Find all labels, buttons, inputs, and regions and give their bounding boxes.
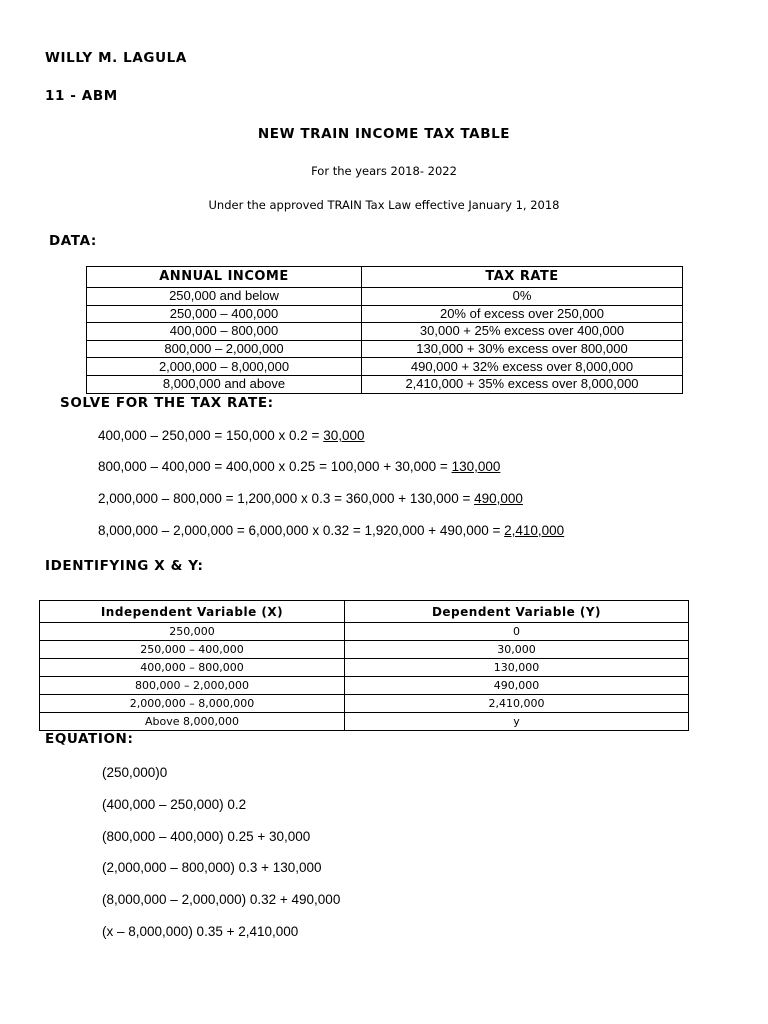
page-title: NEW TRAIN INCOME TAX TABLE (257, 126, 511, 142)
solve-expression: 800,000 – 400,000 = 400,000 x 0.25 = 100,000 + 30,000 = (98, 459, 452, 474)
col-header-dependent: Dependent Variable (Y) (345, 601, 689, 623)
equation-line: (400,000 – 250,000) 0.2 (102, 797, 247, 812)
table-cell: 8,000,000 and above (87, 375, 362, 393)
table-row (40, 659, 689, 677)
solve-answer: 30,000 (323, 428, 365, 443)
solve-line (98, 491, 523, 506)
table-cell: 130,000 (345, 659, 689, 677)
table-cell: 2,410,000 + 35% excess over 8,000,000 (362, 375, 683, 393)
xy-table-header-row (40, 601, 689, 623)
table-cell: 800,000 – 2,000,000 (87, 340, 362, 358)
table-cell: 30,000 + 25% excess over 400,000 (362, 323, 683, 341)
table-cell: 250,000 (40, 623, 345, 641)
table-row (40, 695, 689, 713)
tax-table (86, 266, 683, 394)
table-cell: 0 (345, 623, 689, 641)
table-cell: 400,000 – 800,000 (40, 659, 345, 677)
solve-expression: 400,000 – 250,000 = 150,000 x 0.2 = (98, 428, 324, 443)
table-cell: 2,000,000 – 8,000,000 (40, 695, 345, 713)
col-header-tax-rate: TAX RATE (362, 267, 683, 288)
table-cell: 250,000 and below (87, 288, 362, 306)
solve-answer: 130,000 (451, 459, 501, 474)
page-subtitle-law: Under the approved TRAIN Tax Law effective January 1, 2018 (208, 198, 560, 212)
table-cell: 20% of excess over 250,000 (362, 305, 683, 323)
table-cell: 800,000 – 2,000,000 (40, 677, 345, 695)
table-cell: Above 8,000,000 (40, 713, 345, 731)
table-cell: 30,000 (345, 641, 689, 659)
table-cell: 250,000 – 400,000 (40, 641, 345, 659)
table-cell: 250,000 – 400,000 (87, 305, 362, 323)
solve-line (98, 428, 365, 443)
solve-answer: 2,410,000 (504, 523, 565, 538)
solve-line (98, 459, 500, 474)
table-cell: 490,000 (345, 677, 689, 695)
col-header-annual-income: ANNUAL INCOME (87, 267, 362, 288)
solve-expression: 8,000,000 – 2,000,000 = 6,000,000 x 0.32 = 1,920,000 + 490,000 = (98, 523, 505, 538)
table-row (87, 323, 683, 341)
table-cell: 2,000,000 – 8,000,000 (87, 358, 362, 376)
page-subtitle: For the years 2018- 2022 (311, 164, 457, 178)
solve-label: SOLVE FOR THE TAX RATE: (60, 395, 274, 411)
equation-line: (250,000)0 (102, 765, 168, 780)
table-cell: 400,000 – 800,000 (87, 323, 362, 341)
solve-line (98, 523, 564, 538)
table-cell: 0% (362, 288, 683, 306)
student-section: 11 - ABM (45, 88, 118, 104)
tax-table-header-row (87, 267, 683, 288)
table-cell: 2,410,000 (345, 695, 689, 713)
col-header-independent: Independent Variable (X) (40, 601, 345, 623)
data-label: DATA: (49, 233, 97, 249)
table-cell: 490,000 + 32% excess over 8,000,000 (362, 358, 683, 376)
table-row (87, 340, 683, 358)
table-row (87, 358, 683, 376)
identify-label: IDENTIFYING X & Y: (45, 558, 204, 574)
table-row (87, 375, 683, 393)
table-row (40, 623, 689, 641)
xy-table (39, 600, 689, 731)
student-name: WILLY M. LAGULA (45, 50, 187, 66)
equation-label: EQUATION: (45, 731, 134, 747)
table-row (40, 713, 689, 731)
equation-line: (800,000 – 400,000) 0.25 + 30,000 (102, 829, 311, 844)
table-cell: 130,000 + 30% excess over 800,000 (362, 340, 683, 358)
table-row (87, 288, 683, 306)
table-cell: y (345, 713, 689, 731)
table-row (87, 305, 683, 323)
solve-answer: 490,000 (474, 491, 523, 506)
equation-line: (8,000,000 – 2,000,000) 0.32 + 490,000 (102, 892, 341, 907)
solve-expression: 2,000,000 – 800,000 = 1,200,000 x 0.3 = 360,000 + 130,000 = (98, 491, 475, 506)
table-row (40, 641, 689, 659)
equation-line: (2,000,000 – 800,000) 0.3 + 130,000 (102, 860, 322, 875)
equation-line: (x – 8,000,000) 0.35 + 2,410,000 (102, 924, 299, 939)
table-row (40, 677, 689, 695)
